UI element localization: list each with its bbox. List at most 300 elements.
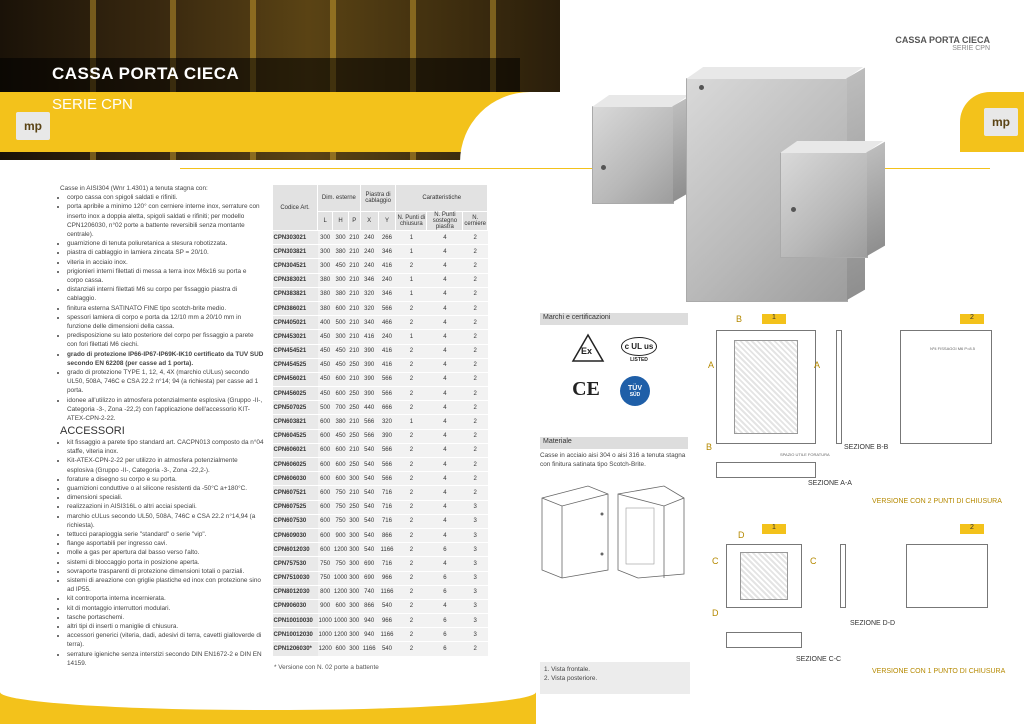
table-cell: 4 (427, 528, 463, 542)
table-cell-code: CPN606025 (273, 458, 318, 472)
table-cell: 866 (378, 528, 396, 542)
list-item: • marchio cULus secondo UL50, 508A, 746C e CSA 22.2 n°14,94 (a richiesta). (67, 512, 266, 530)
table-cell: 416 (378, 358, 396, 372)
table-cell: 4 (427, 231, 463, 245)
list-item: • kit fissaggio a parete tipo standard art. CACPN013 composto da n°04 staffe, viteria inox. (67, 438, 266, 456)
table-cell: 380 (333, 287, 348, 301)
table-cell-code: CPN454525 (273, 358, 318, 372)
table-cell: 300 (348, 642, 360, 656)
table-cell: 600 (333, 642, 348, 656)
table-cell-code: CPN10010030 (273, 614, 318, 628)
section-dd-label: SEZIONE D-D (850, 620, 896, 627)
table-row (273, 330, 488, 344)
table-cell-code: CPN383821 (273, 287, 318, 301)
table-cell: 1166 (378, 585, 396, 599)
version-two-closures: VERSIONE CON 2 PUNTI DI CHIUSURA (872, 498, 1002, 505)
atex-mark-icon (570, 332, 606, 364)
table-cell-code: CPN607525 (273, 500, 318, 514)
table-cell: 250 (348, 429, 360, 443)
table-cell: 2 (396, 387, 427, 401)
table-cell: 4 (427, 287, 463, 301)
table-cell: 600 (318, 543, 333, 557)
side-section-dd (840, 544, 846, 608)
table-cell-code: CPN7510030 (273, 571, 318, 585)
table-cell: 400 (318, 316, 333, 330)
col-header-l: L (318, 212, 333, 231)
table-cell: 540 (378, 642, 396, 656)
brand-logo-icon: mp (982, 106, 1020, 138)
table-cell: 3 (463, 599, 488, 613)
table-cell: 2 (463, 330, 488, 344)
table-cell: 4 (427, 316, 463, 330)
table-cell: 250 (348, 458, 360, 472)
table-cell: 2 (396, 585, 427, 599)
table-cell: 300 (318, 231, 333, 245)
enclosure-small-image (592, 106, 674, 204)
list-item: • idonee all'utilizzo in atmosfera potenzialmente esplosiva (Gruppo -II-, Categoria -3-, Zona -22,2) con l'applicazione dell'accessorio KIT-ATEX-CPN-2-22. (67, 396, 264, 424)
section-marker-d2: D (712, 608, 719, 618)
table-cell: 416 (378, 344, 396, 358)
col-header-support: N. Punti sostegno piastra (427, 212, 463, 231)
table-cell: 300 (348, 514, 360, 528)
table-cell: 300 (333, 330, 348, 344)
table-cell: 540 (360, 543, 378, 557)
table-cell: 2 (396, 528, 427, 542)
table-cell-code: CPN386021 (273, 301, 318, 315)
table-cell: 210 (348, 273, 360, 287)
table-cell: 2 (396, 486, 427, 500)
table-cell: 300 (333, 231, 348, 245)
table-cell: 3 (463, 571, 488, 585)
table-cell: 2 (463, 301, 488, 315)
drilling-area-label: SPAZIO UTILE FORATURA (780, 452, 830, 457)
table-cell: 2 (463, 245, 488, 259)
table-cell: 2 (463, 387, 488, 401)
list-item: • corpo cassa con spigoli saldati e rifiniti. (67, 193, 264, 202)
table-cell: 6 (427, 571, 463, 585)
list-item: • sistemi di bloccaggio porta in posizione aperta. (67, 558, 266, 567)
fixing-label: Nº4 FISSAGGI M6 P=8.5 (930, 346, 975, 351)
list-item: • finitura esterna SATINATO FINE tipo scotch-brite medio. (67, 304, 264, 313)
table-row (273, 401, 488, 415)
running-head-series: SERIE CPN (952, 45, 990, 52)
table-cell: 600 (318, 500, 333, 514)
table-cell: 566 (378, 372, 396, 386)
legend-item-front: 1. Vista frontale. (544, 666, 591, 673)
table-row (273, 415, 488, 429)
table-cell: 6 (427, 585, 463, 599)
table-cell: 346 (378, 287, 396, 301)
table-row (273, 571, 488, 585)
table-cell-code: CPN906030 (273, 599, 318, 613)
table-cell-code: CPN609030 (273, 528, 318, 542)
accessories-list (60, 438, 266, 668)
table-cell: 380 (318, 273, 333, 287)
table-cell: 2 (396, 344, 427, 358)
table-cell: 3 (463, 543, 488, 557)
table-cell: 2 (463, 316, 488, 330)
table-cell-code: CPN603821 (273, 415, 318, 429)
table-row (273, 301, 488, 315)
table-row (273, 458, 488, 472)
table-cell-code: CPN303021 (273, 231, 318, 245)
table-cell-code: CPN405021 (273, 316, 318, 330)
table-cell: 3 (463, 500, 488, 514)
table-cell: 210 (348, 316, 360, 330)
table-cell: 750 (318, 557, 333, 571)
table-cell: 266 (378, 231, 396, 245)
table-cell: 566 (378, 387, 396, 401)
legend-box (540, 662, 690, 694)
table-cell: 4 (427, 514, 463, 528)
table-cell: 2 (463, 287, 488, 301)
table-cell: 210 (348, 443, 360, 457)
table-cell-code: CPN456021 (273, 372, 318, 386)
table-cell: 390 (378, 429, 396, 443)
table-cell: 750 (333, 557, 348, 571)
table-cell: 500 (333, 316, 348, 330)
group-header-characteristics: Caratteristiche (396, 185, 488, 212)
table-row (273, 287, 488, 301)
table-cell: 3 (463, 514, 488, 528)
table-cell: 210 (348, 372, 360, 386)
table-cell: 380 (318, 287, 333, 301)
table-cell: 1200 (318, 642, 333, 656)
col-header-y: Y (378, 212, 396, 231)
list-item: • grado di protezione TYPE 1, 12, 4, 4X (marchio cULus) secondo UL50, 508A, 746C e CSA 22.2 n°14; 94 (a richiesta) per casse ad 1 porta. (67, 368, 264, 396)
table-cell: 1000 (318, 628, 333, 642)
table-cell: 1200 (333, 585, 348, 599)
list-item: • spessori lamiera di corpo e porta da 12/10 mm a 20/10 mm in funzione delle dimensioni della cassa. (67, 313, 264, 331)
list-item: • altri tipi di inserti o maniglie di chiusura. (67, 622, 266, 631)
list-item: • guarnizione di tenuta poliuretanica a stesura robotizzata. (67, 239, 264, 248)
table-row (273, 443, 488, 457)
table-cell: 690 (360, 571, 378, 585)
table-cell: 750 (333, 486, 348, 500)
table-cell: 540 (360, 486, 378, 500)
table-cell: 540 (360, 528, 378, 542)
table-cell: 210 (348, 231, 360, 245)
table-cell: 2 (396, 500, 427, 514)
table-cell: 600 (333, 599, 348, 613)
table-cell: 716 (378, 486, 396, 500)
table-cell: 2 (463, 259, 488, 273)
table-row (273, 543, 488, 557)
table-cell: 600 (318, 486, 333, 500)
cabling-plate-area (734, 340, 798, 434)
ul-listed-label: LISTED (630, 357, 648, 363)
list-item: • prigionieri interni filettati di messa a terra inox M6x16 su porta e corpo cassa. (67, 267, 264, 285)
table-cell: 2 (463, 486, 488, 500)
section-marker-b: B (736, 314, 743, 324)
table-cell-code: CPN303821 (273, 245, 318, 259)
cabling-plate-area-2 (740, 552, 788, 600)
table-cell: 346 (360, 273, 378, 287)
page-title: CASSA PORTA CIECA (52, 64, 240, 83)
table-cell: 940 (360, 614, 378, 628)
table-row (273, 245, 488, 259)
table-cell: 3 (463, 528, 488, 542)
table-cell: 210 (348, 245, 360, 259)
table-cell: 540 (360, 458, 378, 472)
col-header-closures: N. Punti di chiusura (396, 212, 427, 231)
table-cell: 300 (348, 528, 360, 542)
table-cell: 1166 (360, 642, 378, 656)
table-cell: 2 (396, 472, 427, 486)
section-marker-d: D (738, 530, 745, 540)
table-cell: 210 (348, 330, 360, 344)
table-cell: 300 (348, 628, 360, 642)
description-list (60, 193, 264, 423)
list-item: • porta apribile a minimo 120° con cerniere interne inox, serrature con inserto inox a doppia aletta, spigoli saldati e rifiniti; per modello CPN1206030, n°02 porte a battente reversibili senza montante centrale). (67, 202, 264, 239)
section-bb-label: SEZIONE B-B (844, 444, 889, 451)
table-cell: 4 (427, 429, 463, 443)
table-cell: 1 (396, 415, 427, 429)
table-cell: 210 (348, 259, 360, 273)
table-cell: 450 (318, 344, 333, 358)
table-cell: 4 (427, 344, 463, 358)
list-item: • serrature igieniche senza interstizi secondo DIN EN1672-2 e DIN EN 14159. (67, 650, 266, 668)
table-cell: 866 (360, 599, 378, 613)
table-cell: 240 (360, 231, 378, 245)
table-cell-code: CPN606030 (273, 472, 318, 486)
table-row (273, 628, 488, 642)
table-cell: 2 (396, 358, 427, 372)
table-cell: 450 (318, 387, 333, 401)
table-cell: 300 (333, 273, 348, 287)
table-row (273, 259, 488, 273)
list-item: • accessori generici (viteria, dadi, adesivi di terra, cavetti gialloverde di terra). (67, 631, 266, 649)
table-cell: 2 (463, 344, 488, 358)
table-cell: 2 (396, 514, 427, 528)
col-header-h: H (333, 212, 348, 231)
table-cell: 1200 (333, 628, 348, 642)
list-item: • viteria in acciaio inox. (67, 258, 264, 267)
list-item: • molle a gas per apertura dal basso verso l'alto. (67, 548, 266, 557)
table-cell: 1 (396, 245, 427, 259)
table-cell: 300 (318, 245, 333, 259)
section-marker-b2: B (706, 442, 713, 452)
table-cell: 740 (360, 585, 378, 599)
table-cell: 666 (378, 401, 396, 415)
table-row (273, 358, 488, 372)
table-cell-code: CPN606021 (273, 443, 318, 457)
table-cell: 2 (396, 571, 427, 585)
table-cell: 600 (318, 415, 333, 429)
table-cell: 540 (360, 514, 378, 528)
table-cell: 600 (318, 514, 333, 528)
table-cell: 4 (427, 401, 463, 415)
table-cell: 300 (318, 259, 333, 273)
table-cell: 600 (333, 372, 348, 386)
table-cell: 966 (378, 614, 396, 628)
tuv-mark-icon (620, 376, 650, 406)
table-cell: 2 (396, 614, 427, 628)
table-cell: 1 (396, 273, 427, 287)
table-cell: 600 (318, 472, 333, 486)
table-cell: 2 (396, 372, 427, 386)
table-cell: 380 (318, 301, 333, 315)
table-cell: 450 (333, 344, 348, 358)
table-row (273, 500, 488, 514)
table-cell: 2 (396, 599, 427, 613)
section-marker-c2: C (810, 556, 817, 566)
table-cell: 600 (333, 387, 348, 401)
table-cell: 320 (378, 415, 396, 429)
table-cell: 466 (378, 316, 396, 330)
table-cell: 566 (378, 472, 396, 486)
atex-mark-label: Ex (581, 346, 593, 356)
table-cell: 210 (348, 301, 360, 315)
table-cell: 566 (378, 458, 396, 472)
table-row (273, 514, 488, 528)
table-cell-code: CPN383021 (273, 273, 318, 287)
table-cell: 4 (427, 486, 463, 500)
table-cell: 600 (333, 443, 348, 457)
table-cell: 450 (318, 372, 333, 386)
table-cell: 380 (333, 245, 348, 259)
tuv-mark-label: TÜV (628, 384, 642, 392)
table-cell: 600 (333, 458, 348, 472)
table-cell: 340 (360, 316, 378, 330)
table-cell: 6 (427, 614, 463, 628)
list-item: • Kit-ATEX-CPN-2-22 per utilizzo in atmosfera potenzialmente esplosiva (Gruppo -II-, Categoria -3-, Zona -22,2-). (67, 456, 266, 474)
table-cell: 600 (318, 429, 333, 443)
table-cell: 300 (348, 571, 360, 585)
table-cell: 2 (396, 316, 427, 330)
list-item: • dimensioni speciali. (67, 493, 266, 502)
accessories-title: ACCESSORI (60, 425, 125, 437)
list-item: • tettucci parapioggia serie "standard" o serie "vip". (67, 530, 266, 539)
table-row (273, 273, 488, 287)
table-cell: 4 (427, 259, 463, 273)
table-cell: 210 (348, 415, 360, 429)
badge-rear-2: 2 (960, 524, 984, 534)
table-cell: 210 (348, 344, 360, 358)
table-cell: 2 (463, 401, 488, 415)
running-head-title: CASSA PORTA CIECA (895, 35, 990, 45)
tuv-mark-sub: SÜD (629, 391, 641, 398)
table-cell: 900 (318, 599, 333, 613)
table-row (273, 614, 488, 628)
table-cell: 300 (348, 543, 360, 557)
table-cell: 4 (427, 458, 463, 472)
table-cell-code: CPN454521 (273, 344, 318, 358)
badge-front-2: 1 (762, 524, 786, 534)
col-header-x: X (360, 212, 378, 231)
material-text: Casse in acciaio aisi 304 o aisi 316 a tenuta stagna con finitura satinata tipo Scotch-Brite. (540, 452, 686, 468)
table-cell: 600 (333, 301, 348, 315)
table-cell: 250 (348, 358, 360, 372)
table-cell: 300 (348, 472, 360, 486)
badge-rear: 2 (960, 314, 984, 324)
table-cell: 600 (318, 443, 333, 457)
table-cell: 716 (378, 514, 396, 528)
table-cell: 540 (360, 500, 378, 514)
table-cell: 2 (463, 458, 488, 472)
series-title: SERIE CPN (52, 96, 133, 113)
ul-mark-label: c UL us (621, 337, 658, 356)
table-cell: 4 (427, 500, 463, 514)
table-cell: 250 (348, 401, 360, 415)
table-cell-code: CPN607521 (273, 486, 318, 500)
table-cell: 6 (427, 642, 463, 656)
list-item: • flange asportabili per ingresso cavi. (67, 539, 266, 548)
table-cell: 346 (378, 245, 396, 259)
table-cell: 2 (463, 358, 488, 372)
col-header-hinges: N. cerniere (463, 212, 488, 231)
table-cell: 300 (348, 614, 360, 628)
table-cell: 210 (348, 486, 360, 500)
certifications-title: Marchi e certificazioni (540, 313, 688, 325)
list-item: • kit di montaggio interruttori modulari. (67, 604, 266, 613)
table-cell: 2 (396, 557, 427, 571)
list-item: • tasche portaschemi. (67, 613, 266, 622)
table-cell: 300 (348, 599, 360, 613)
table-cell: 2 (463, 443, 488, 457)
table-cell: 800 (318, 585, 333, 599)
table-cell: 1 (396, 231, 427, 245)
table-cell: 600 (333, 472, 348, 486)
table-cell-code: CPN507025 (273, 401, 318, 415)
table-row (273, 316, 488, 330)
table-cell: 390 (360, 358, 378, 372)
table-cell: 4 (427, 372, 463, 386)
list-item: • sovraporte trasparenti di protezione dimensioni totali o parziali. (67, 567, 266, 576)
table-row (273, 557, 488, 571)
table-row (273, 642, 488, 656)
description-block (60, 184, 264, 423)
table-cell: 416 (360, 330, 378, 344)
table-cell-code: CPN604525 (273, 429, 318, 443)
table-cell: 1000 (333, 614, 348, 628)
table-cell: 540 (360, 472, 378, 486)
table-cell: 4 (427, 557, 463, 571)
table-cell: 3 (463, 557, 488, 571)
section-marker-a2: A (814, 360, 821, 370)
table-cell: 440 (360, 401, 378, 415)
table-cell: 4 (427, 358, 463, 372)
list-item: • guarnizioni conduttive o al silicone resistenti da -50°C a+180°C. (67, 484, 266, 493)
table-row (273, 372, 488, 386)
side-section-bb (836, 330, 842, 444)
table-cell: 2 (396, 301, 427, 315)
table-cell-code: CPN8012030 (273, 585, 318, 599)
version-one-closure: VERSIONE CON 1 PUNTO DI CHIUSURA (872, 668, 1006, 675)
table-cell: 750 (333, 500, 348, 514)
table-cell: 566 (378, 443, 396, 457)
table-cell: 320 (360, 301, 378, 315)
rear-view-technical-2 (906, 544, 988, 608)
table-cell: 1 (396, 287, 427, 301)
table-cell: 900 (333, 528, 348, 542)
group-header-dimensions: Dim. esterne (318, 185, 361, 212)
group-header-plate: Piastra di cablaggio (360, 185, 396, 212)
list-item: • predisposizione su lato posteriore del corpo per fissaggio a parete con fori filettati M6 ciechi. (67, 331, 264, 349)
table-cell: 240 (360, 245, 378, 259)
table-cell: 566 (360, 429, 378, 443)
table-cell: 390 (360, 344, 378, 358)
table-cell: 566 (378, 301, 396, 315)
table-cell: 540 (378, 599, 396, 613)
top-section-cc (726, 632, 802, 648)
table-row (273, 528, 488, 542)
section-marker-c: C (712, 556, 719, 566)
table-cell: 6 (427, 543, 463, 557)
table-cell: 416 (378, 259, 396, 273)
table-cell: 2 (396, 401, 427, 415)
table-cell: 210 (348, 287, 360, 301)
